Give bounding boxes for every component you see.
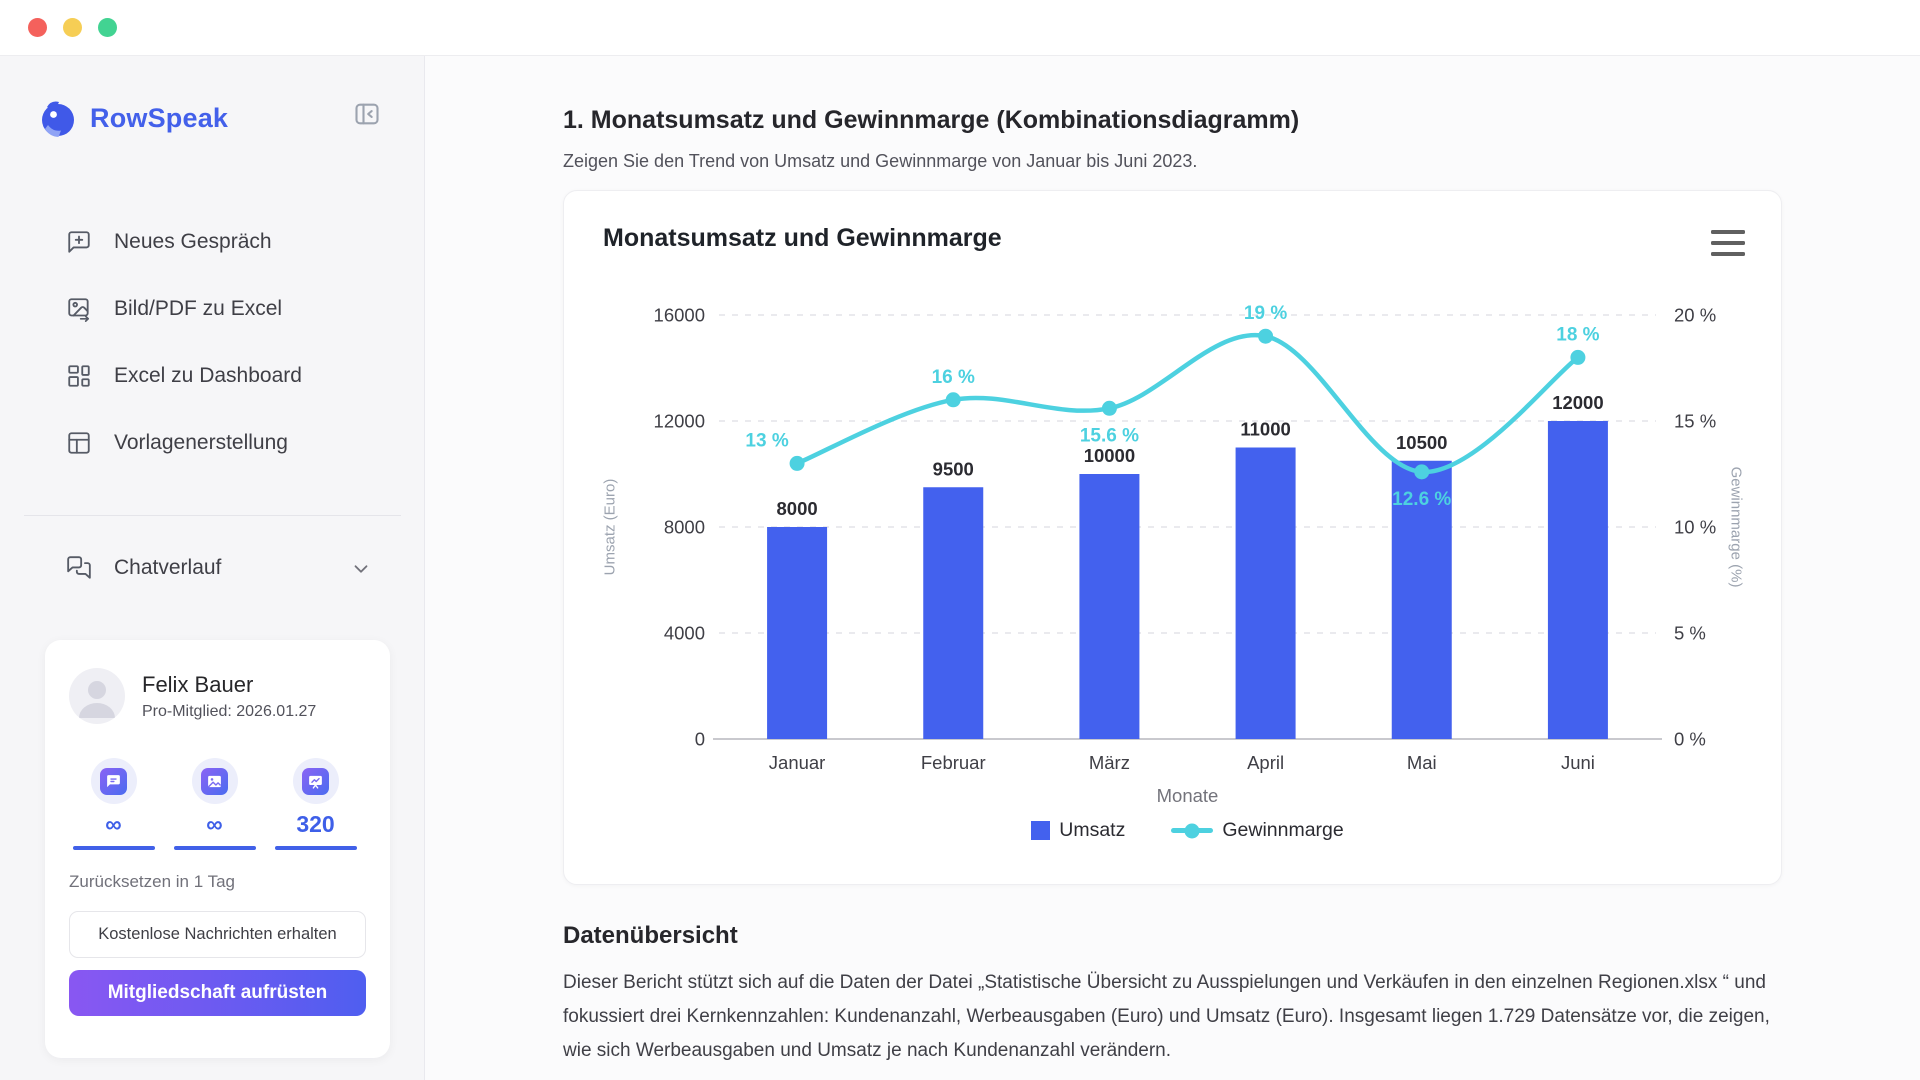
percent-label: 13 % — [745, 430, 789, 452]
close-window-button[interactable] — [28, 18, 47, 37]
chart-legend — [578, 819, 1797, 842]
line-point — [1570, 350, 1585, 365]
sidebar-divider — [24, 515, 401, 516]
bar-value-label: 9500 — [932, 458, 974, 480]
bar-value-label: 10500 — [1396, 431, 1448, 453]
line-point — [946, 392, 961, 407]
right-axis-tick: 20 % — [1674, 304, 1717, 326]
x-tick-label: Juni — [1560, 752, 1595, 773]
chat-quota-stat — [63, 758, 164, 850]
main-content — [426, 56, 1920, 1080]
section-title: 1. Monatsumsatz und Gewinnmarge (Kombinationsdiagramm) — [563, 106, 1300, 134]
line-point — [1102, 401, 1117, 416]
sidebar-item-label: Chatverlauf — [114, 556, 222, 579]
bar-value-label: 8000 — [776, 498, 818, 519]
new-chat-icon — [66, 229, 92, 255]
bar — [767, 527, 827, 739]
sidebar-item-label: Neues Gespräch — [114, 229, 272, 253]
chart-title: Monatsumsatz und Gewinnmarge — [603, 224, 1002, 252]
template-icon — [66, 430, 92, 456]
zoom-window-button[interactable] — [98, 18, 117, 37]
data-overview-body: Dieser Bericht stützt sich auf die Daten der Datei „Statistische Übersicht zu Ausspielungen und Verkäufen in den einzelnen Regionen.xlsx “ und fokussiert drei Kernkennzahlen: Kundenanzahl, Werbeausgaben (Euro) und Umsatz (Euro). Insgesamt liegen 1.729 Datensätze vor, die zeigen, wie sich Werbeausgaben und Umsatz je nach Kundenanzahl verändern. — [563, 972, 1770, 1061]
right-axis-title: Gewinnmarge (%) — [1727, 466, 1745, 588]
stat-underline — [275, 846, 357, 850]
stat-underline — [174, 846, 256, 850]
right-axis-tick: 10 % — [1674, 516, 1717, 538]
avatar — [69, 668, 125, 724]
line-series-swatch — [1171, 828, 1213, 833]
sidebar-item-label: Excel zu Dashboard — [114, 363, 302, 387]
line-series-path — [797, 335, 1578, 472]
profile-card — [45, 640, 390, 1058]
x-tick-label: März — [1088, 752, 1130, 773]
x-tick-label: Februar — [920, 752, 986, 773]
bird-logo-icon — [38, 98, 78, 138]
quota-value: 320 — [296, 811, 335, 837]
brand-name: RowSpeak — [90, 102, 229, 133]
line-point — [1414, 464, 1429, 479]
image-to-excel-icon — [66, 296, 92, 322]
chat-stat-icon — [100, 768, 127, 795]
quota-stats — [63, 758, 366, 850]
section-subtitle: Zeigen Sie den Trend von Umsatz und Gewinnmarge von Januar bis Juni 2023. — [563, 151, 1198, 171]
stat-underline — [73, 846, 155, 850]
legend-label: Gewinnmarge — [1222, 819, 1344, 841]
left-axis-title: Umsatz (Euro) — [601, 478, 619, 576]
sidebar-item-template-creation[interactable] — [0, 409, 424, 476]
left-axis-tick: 4000 — [663, 622, 705, 644]
dashboard-quota-stat — [265, 758, 366, 850]
x-tick-label: April — [1247, 752, 1285, 773]
sidebar-item-chat-history[interactable] — [0, 542, 424, 594]
left-axis-tick: 0 — [694, 728, 705, 750]
window-titlebar — [0, 0, 1920, 56]
left-axis-tick: 8000 — [663, 516, 705, 538]
chart-plot-area — [564, 277, 1783, 782]
minimize-window-button[interactable] — [63, 18, 82, 37]
legend-label: Umsatz — [1059, 819, 1126, 841]
bar-value-label: 12000 — [1552, 392, 1604, 413]
line-point — [790, 456, 805, 471]
brand — [38, 98, 228, 138]
percent-label: 18 % — [1556, 324, 1600, 346]
percent-label: 12.6 % — [1392, 488, 1452, 510]
left-axis-tick: 16000 — [653, 304, 705, 326]
percent-label: 16 % — [931, 366, 975, 388]
quota-value: ∞ — [206, 811, 223, 837]
right-axis-tick: 5 % — [1674, 622, 1706, 644]
x-tick-label: Mai — [1406, 752, 1437, 773]
data-overview-title: Datenübersicht — [563, 922, 738, 949]
sidebar — [0, 56, 425, 1080]
get-free-messages-button[interactable]: Kostenlose Nachrichten erhalten — [69, 911, 366, 958]
collapse-sidebar-icon[interactable] — [352, 100, 382, 128]
x-axis-label: Monate — [1156, 785, 1219, 806]
chart-card — [563, 190, 1782, 885]
chat-history-icon — [66, 555, 92, 581]
presentation-stat-icon — [302, 768, 329, 795]
x-tick-label: Januar — [768, 752, 826, 773]
sidebar-item-label: Bild/PDF zu Excel — [114, 296, 283, 320]
sidebar-item-new-chat[interactable] — [0, 208, 424, 275]
window-controls — [28, 18, 117, 37]
reset-note: Zurücksetzen in 1 Tag — [69, 872, 235, 891]
right-axis-tick: 0 % — [1674, 728, 1706, 750]
sidebar-menu — [0, 208, 424, 476]
percent-label: 15.6 % — [1079, 425, 1139, 447]
bar — [923, 487, 983, 739]
chart-menu-icon[interactable] — [1711, 230, 1745, 256]
sidebar-item-image-to-excel[interactable] — [0, 275, 424, 342]
left-axis-tick: 12000 — [653, 410, 705, 432]
image-stat-icon — [201, 768, 228, 795]
combo-chart-svg — [564, 277, 1783, 782]
bar-value-label: 10000 — [1083, 445, 1136, 466]
bar — [1236, 448, 1296, 740]
line-point — [1258, 329, 1273, 344]
sidebar-item-excel-to-dashboard[interactable] — [0, 342, 424, 409]
right-axis-tick: 15 % — [1674, 410, 1717, 432]
bar-value-label: 11000 — [1240, 418, 1291, 440]
bar — [1079, 474, 1139, 739]
percent-label: 19 % — [1243, 303, 1288, 325]
quota-value: ∞ — [105, 811, 122, 837]
dashboard-icon — [66, 363, 92, 389]
legend-item-gewinnmarge[interactable] — [1171, 819, 1343, 842]
membership-status: Pro-Mitglied: 2026.01.27 — [142, 702, 317, 720]
image-quota-stat — [164, 758, 265, 850]
user-name: Felix Bauer — [142, 671, 254, 697]
chevron-down-icon[interactable] — [350, 558, 372, 580]
upgrade-membership-button[interactable]: Mitgliedschaft aufrüsten — [69, 970, 366, 1016]
sidebar-item-label: Vorlagenerstellung — [114, 430, 288, 454]
legend-item-umsatz[interactable] — [1031, 819, 1125, 842]
bar-series-swatch — [1031, 821, 1050, 840]
bar — [1548, 421, 1608, 739]
